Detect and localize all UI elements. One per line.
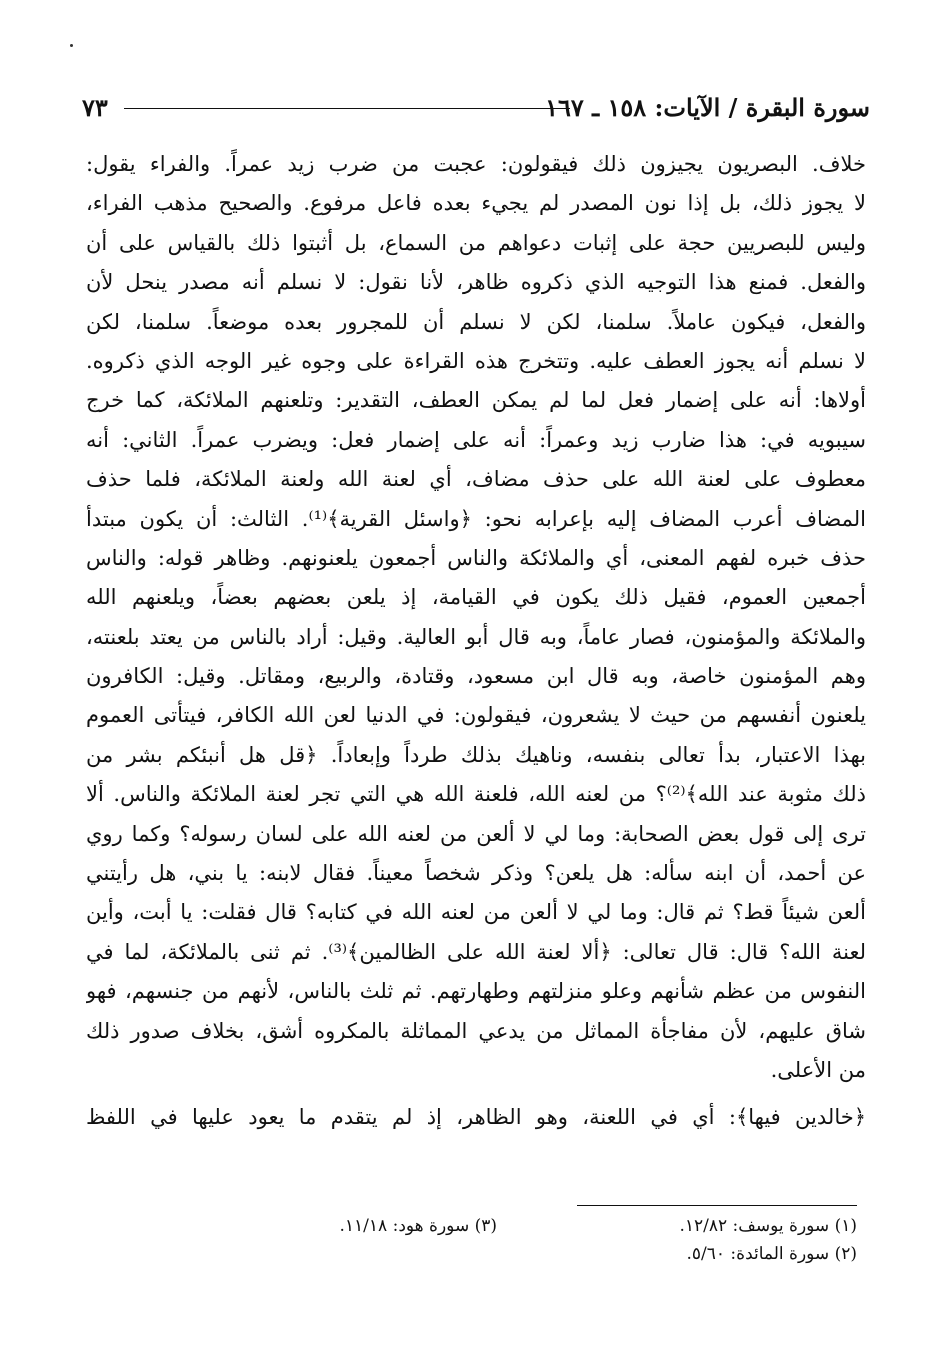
footnote-rule — [577, 1205, 857, 1206]
text-line: لا يجوز ذلك، بل إذا نون المصدر لم يجيء بعده فاعل مرفوع. والصحيح مذهب الفراء، — [86, 191, 866, 216]
footnote-row — [157, 1240, 857, 1268]
text-line: ﴿خالدين فيها﴾: أي في اللعنة، وهو الظاهر، إذ لم يتقدم ما يعود عليها في اللفظ — [86, 1105, 866, 1130]
header-title: سورة البقرة / الآيات: ١٥٨ ـ ١٦٧ — [545, 93, 870, 122]
text-line: من الأعلى. — [770, 1057, 866, 1082]
text-line: النفوس من عظم شأنهم وعلو منزلتهم وطهارتهم. ثم ثلث بالناس، لأنهم من جنسهم، فهو — [86, 979, 866, 1004]
text-line: أجمعين العموم، فقيل ذلك يكون في القيامة، إذ يلعن بعضهم بعضاً، ويلعنهم الله — [86, 585, 866, 610]
text-line: ذلك مثوبة عند الله﴾⁽²⁾؟ من لعنه الله، فلعنة الله هي التي تجر لعنة الملائكة والناس. ألا — [86, 782, 866, 807]
text-line: ترى إلى قول بعض الصحابة: وما لي لا ألعن من لعنه الله على لسان رسوله؟ وكما روي — [86, 821, 866, 846]
text-line: والفعل، فيكون عاملاً. سلمنا، لكن لا نسلم أن للمجرور بعده موضعاً. سلمنا، لكن — [86, 309, 866, 334]
text-line: معطوف على لعنة الله على حذف مضاف، أي لعنة الله ولعنة الملائكة، فلما حذف — [86, 467, 866, 492]
text-line: سيبويه في: هذا ضارب زيد وعمراً: أنه على إضمار فعل: ويضرب عمراً. الثاني: أنه — [86, 427, 866, 452]
footnotes — [157, 1212, 857, 1268]
text-line: لا نسلم أنه يجوز العطف عليه. وتتخرج هذه القراءة على وجوه غير الوجه الذي ذكروه. — [86, 348, 866, 373]
running-header — [82, 92, 870, 128]
main-text — [86, 145, 866, 1138]
text-line: خلاف. البصريون يجيزون ذلك فيقولون: عجبت من ضرب زيد عمراً. والفراء يقول: — [86, 152, 866, 176]
text-line: يلعنون أنفسهم من حيث لا يشعرون، فيقولون: في الدنيا لعن الله الكافر، فيتأتى العموم — [86, 703, 866, 728]
text-line: والملائكة والمؤمنون، فصار عاماً، وبه قال أبو العالية. وقيل: أراد بالناس من يعتد بلعنته، — [86, 624, 866, 649]
paragraph-gap — [86, 1090, 866, 1098]
text-line: ألعن شيئاً قط؟ ثم قال: وما لي لا ألعن من لعنه الله في كتابه؟ قال فقلت: يا أبت، وأين — [86, 900, 866, 925]
page-number: ٧٣ — [82, 93, 108, 122]
text-line: بهذا الاعتبار، بدأ تعالى بنفسه، وناهيك بذلك طرداً وإبعاداً. ﴿قل هل أنبئكم بشر من — [86, 742, 866, 767]
text-line: حذف خبره لفهم المعنى، أي والملائكة والناس أجمعون يلعنونهم. وظاهر قوله: والناس — [86, 545, 866, 570]
footnote-2: (٢) سورة المائدة: ٥/٦٠. — [686, 1244, 857, 1264]
footnote-row — [157, 1212, 857, 1240]
text-line: والفعل. فمنع هذا التوجيه الذي ذكروه ظاهر، لأنا نقول: لا نسلم أنه مصدر ينحل لأن — [86, 270, 866, 295]
text-line: أولاها: أنه على إضمار فعل لما لم يمكن العطف، التقدير: وتلعنهم الملائكة، كما خرج — [86, 388, 866, 413]
text-line: عن أحمد، أن ابنه سأله: هل يلعن؟ وذكر شخصاً معيناً. فقال لابنه: يا بني، هل رأيتني — [86, 861, 866, 886]
text-line: وهم المؤمنون خاصة، وبه قال ابن مسعود، وقتادة، والربيع، ومقاتل. وقيل: الكافرون — [86, 664, 866, 689]
text-line: المضاف أعرب المضاف إليه بإعرابه نحو: ﴿واسئل القرية﴾⁽¹⁾. الثالث: أن يكون مبتدأ — [86, 506, 866, 531]
footnote-3: (٣) سورة هود: ١١/١٨. — [339, 1216, 497, 1236]
footnote-1: (١) سورة يوسف: ١٢/٨٢. — [679, 1216, 857, 1236]
header-rule — [124, 108, 570, 109]
text-line: وليس للبصريين حجة على إثبات دعواهم من السماع، بل أثبتوا ذلك بالقياس على أن — [86, 230, 866, 255]
text-line: شاق عليهم، لأن مفاجأة المماثل من يدعي المماثلة بالمكروه أشق، بخلاف صدور ذلك — [86, 1018, 866, 1043]
text-line: لعنة الله؟ قال: قال تعالى: ﴿ألا لعنة الله على الظالمين﴾⁽³⁾. ثم ثنى بالملائكة، لما في — [86, 939, 866, 964]
scan-speck — [70, 44, 73, 47]
